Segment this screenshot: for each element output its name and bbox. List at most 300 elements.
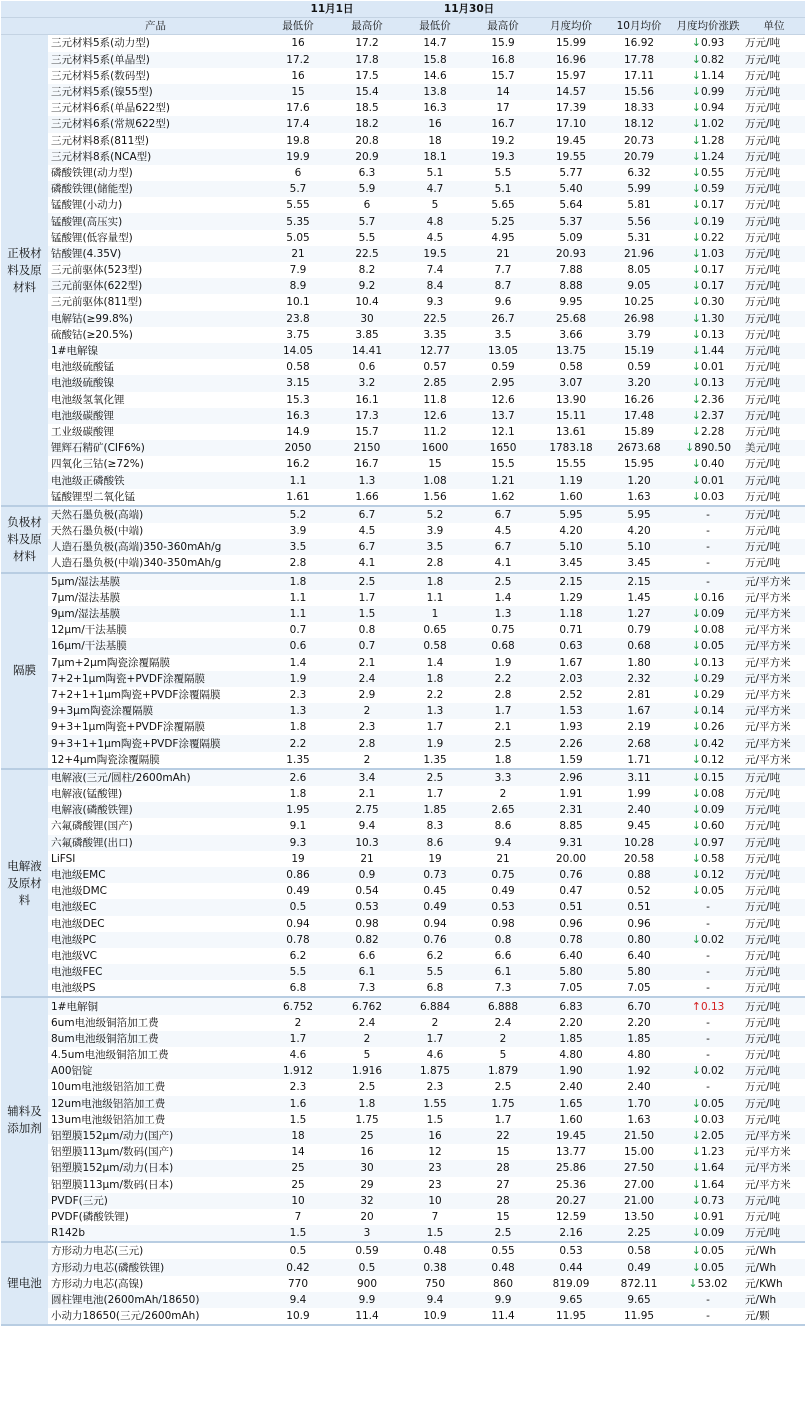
price-high-2: 15 bbox=[496, 1146, 510, 1159]
price-low-2: 8.4 bbox=[401, 278, 469, 294]
price-low-1: 19.9 bbox=[263, 149, 333, 165]
monthly-avg: 9.65 bbox=[537, 1292, 605, 1308]
table-row bbox=[1, 35, 805, 52]
table-row bbox=[1, 802, 805, 818]
price-low-1: 2.3 bbox=[289, 688, 307, 701]
price-low-1: 0.7 bbox=[289, 624, 307, 637]
product-name: 四氧化三钴(≥72%) bbox=[51, 458, 144, 471]
oct-avg: 0.88 bbox=[605, 867, 673, 883]
price-high-1: 5 bbox=[363, 1049, 371, 1062]
product-name: 方形动力电芯(三元) bbox=[51, 1245, 144, 1258]
price-high-2: 19.2 bbox=[491, 134, 515, 147]
price-high-2: 4.95 bbox=[491, 231, 515, 244]
price-high-1: 6.6 bbox=[358, 949, 376, 962]
product-name: 三元前驱体(523型) bbox=[51, 264, 143, 277]
change-value: 1.03 bbox=[700, 247, 725, 260]
monthly-avg: 5.80 bbox=[537, 964, 605, 980]
unit: 万元/吨 bbox=[745, 231, 781, 244]
price-high-1: 0.7 bbox=[333, 638, 401, 654]
unit: 元/平方米 bbox=[743, 1160, 805, 1176]
monthly-avg: 1.91 bbox=[559, 788, 583, 801]
table-row bbox=[1, 1193, 805, 1209]
monthly-change bbox=[673, 655, 743, 671]
arrow-down-icon: ↓ bbox=[691, 623, 701, 637]
price-low-1: 1.5 bbox=[289, 1113, 307, 1126]
oct-avg: 0.80 bbox=[605, 932, 673, 948]
arrow-down-icon: ↓ bbox=[691, 932, 701, 946]
price-high-1: 3.4 bbox=[333, 769, 401, 786]
price-low-2: 1.56 bbox=[401, 489, 469, 506]
price-low-2: 15.8 bbox=[401, 52, 469, 68]
price-low-2: 1.8 bbox=[401, 573, 469, 590]
price-high-1: 16 bbox=[360, 1146, 374, 1159]
monthly-avg: 13.75 bbox=[537, 343, 605, 359]
table-row bbox=[1, 1276, 805, 1292]
price-low-2: 6.8 bbox=[401, 980, 469, 997]
unit: 万元/吨 bbox=[745, 37, 781, 50]
table-row bbox=[1, 606, 805, 622]
unit: 万元/吨 bbox=[743, 1193, 805, 1209]
price-high-1: 2.4 bbox=[333, 671, 401, 687]
monthly-change bbox=[673, 867, 743, 883]
price-high-2: 3.3 bbox=[469, 769, 537, 786]
price-high-1: 3.2 bbox=[333, 375, 401, 391]
arrow-down-icon: ↓ bbox=[691, 1129, 701, 1143]
product-name: 天然石墨负极(中端) bbox=[51, 525, 144, 538]
arrow-down-icon: ↓ bbox=[691, 246, 701, 260]
unit: 万元/吨 bbox=[743, 116, 805, 132]
arrow-down-icon: ↓ bbox=[691, 279, 701, 293]
price-high-2: 16.8 bbox=[469, 52, 537, 68]
price-low-1: 1.8 bbox=[289, 721, 307, 734]
price-high-1: 0.54 bbox=[355, 885, 379, 898]
price-high-1: 1.66 bbox=[333, 489, 401, 506]
table-row bbox=[1, 197, 805, 213]
monthly-change bbox=[673, 1112, 743, 1128]
change-value: 1.23 bbox=[700, 1146, 725, 1159]
price-low-1: 1.1 bbox=[263, 472, 333, 488]
unit: 元/平方米 bbox=[745, 721, 791, 734]
product-name: 铝塑膜152μm/动力(日本) bbox=[48, 1160, 263, 1176]
monthly-avg: 19.55 bbox=[537, 149, 605, 165]
product-name: 三元前驱体(811型) bbox=[51, 296, 143, 309]
oct-avg: 26.98 bbox=[605, 311, 673, 327]
table-row bbox=[1, 246, 805, 262]
product-name: 1#电解镍 bbox=[48, 343, 263, 359]
price-low-1: 0.58 bbox=[286, 361, 310, 374]
unit: 元/平方米 bbox=[743, 638, 805, 654]
table-row bbox=[1, 1177, 805, 1193]
price-low-2: 16 bbox=[401, 116, 469, 132]
monthly-avg: 2.26 bbox=[537, 735, 605, 751]
table-row bbox=[1, 116, 805, 132]
product-name: A00铝锭 bbox=[48, 1063, 263, 1079]
price-low-2: 1.08 bbox=[401, 472, 469, 488]
unit: 万元/吨 bbox=[745, 852, 781, 865]
price-low-2: 9.3 bbox=[426, 296, 444, 309]
monthly-avg: 819.09 bbox=[552, 1277, 590, 1290]
oct-avg: 27.00 bbox=[624, 1178, 655, 1191]
arrow-down-icon: ↓ bbox=[685, 441, 695, 455]
table-row bbox=[1, 1112, 805, 1128]
price-low-1: 2.8 bbox=[263, 555, 333, 572]
price-high-1: 16.7 bbox=[355, 458, 379, 471]
change-value: - bbox=[706, 1081, 710, 1094]
price-low-2: 1.5 bbox=[426, 1113, 444, 1126]
oct-avg: 1.63 bbox=[605, 489, 673, 506]
change-value: 0.17 bbox=[700, 280, 725, 293]
change-value: - bbox=[706, 508, 710, 521]
price-low-2: 23 bbox=[428, 1178, 442, 1191]
table-row bbox=[1, 671, 805, 687]
price-low-1: 18 bbox=[263, 1128, 333, 1144]
change-value: 0.55 bbox=[700, 166, 725, 179]
price-high-2: 2.5 bbox=[469, 735, 537, 751]
arrow-down-icon: ↓ bbox=[691, 1112, 701, 1126]
arrow-down-icon: ↓ bbox=[691, 101, 701, 115]
table-row bbox=[1, 1063, 805, 1079]
oct-avg: 21.96 bbox=[605, 246, 673, 262]
change-value: 0.02 bbox=[700, 1065, 725, 1078]
monthly-change bbox=[673, 262, 743, 278]
monthly-avg: 8.85 bbox=[559, 820, 583, 833]
price-low-1: 10 bbox=[263, 1193, 333, 1209]
price-low-2: 16 bbox=[401, 1128, 469, 1144]
price-low-1: 0.49 bbox=[286, 885, 310, 898]
table-row bbox=[1, 1292, 805, 1308]
price-low-2: 4.5 bbox=[426, 231, 444, 244]
table-row bbox=[1, 408, 805, 424]
oct-avg: 3.11 bbox=[605, 769, 673, 786]
monthly-change bbox=[673, 555, 743, 572]
unit: 元/平方米 bbox=[745, 656, 791, 669]
change-value: 0.08 bbox=[700, 788, 725, 801]
price-low-2: 10 bbox=[401, 1193, 469, 1209]
table-row bbox=[1, 359, 805, 375]
oct-avg: 9.45 bbox=[627, 820, 651, 833]
unit: 元/平方米 bbox=[743, 703, 805, 719]
monthly-change bbox=[673, 278, 743, 294]
change-value: 1.28 bbox=[700, 134, 725, 147]
product-name: 5μm/湿法基膜 bbox=[48, 573, 263, 590]
monthly-change bbox=[673, 802, 743, 818]
header-column-row bbox=[1, 18, 805, 35]
monthly-avg: 7.88 bbox=[559, 264, 583, 277]
table-row bbox=[1, 932, 805, 948]
price-high-1: 16.1 bbox=[355, 393, 379, 406]
change-value: 0.93 bbox=[700, 37, 725, 50]
product-name: 天然石墨负极(高端) bbox=[48, 506, 263, 523]
oct-avg: 21.00 bbox=[605, 1193, 673, 1209]
price-high-1: 8.2 bbox=[358, 264, 376, 277]
price-high-2: 2.5 bbox=[469, 1225, 537, 1242]
monthly-avg: 0.63 bbox=[537, 638, 605, 654]
unit: 万元/吨 bbox=[743, 932, 805, 948]
table-row bbox=[1, 1096, 805, 1112]
unit: 万元/吨 bbox=[745, 788, 781, 801]
table-row bbox=[1, 786, 805, 802]
price-high-2: 9.6 bbox=[494, 296, 512, 309]
price-high-1: 10.3 bbox=[333, 835, 401, 851]
monthly-avg: 3.45 bbox=[537, 555, 605, 572]
price-low-2: 3.35 bbox=[423, 328, 447, 341]
price-low-1: 17.6 bbox=[286, 102, 310, 115]
price-high-2: 26.7 bbox=[469, 311, 537, 327]
change-value: 0.05 bbox=[700, 640, 725, 653]
product-name: 1#电解铜 bbox=[48, 997, 263, 1014]
monthly-change bbox=[673, 408, 743, 424]
price-high-1: 1.916 bbox=[333, 1063, 401, 1079]
oct-avg: 20.58 bbox=[624, 852, 655, 865]
product-name: 电解液(磷酸铁锂) bbox=[48, 802, 263, 818]
monthly-avg: 2.52 bbox=[559, 688, 583, 701]
unit: 万元/吨 bbox=[745, 885, 781, 898]
table-row bbox=[1, 1160, 805, 1176]
oct-avg: 1.71 bbox=[605, 752, 673, 769]
product-name: 三元材料6系(单晶622型) bbox=[51, 102, 170, 115]
table-row bbox=[1, 555, 805, 572]
monthly-avg: 15.97 bbox=[556, 69, 587, 82]
table-row bbox=[1, 506, 805, 523]
price-low-2: 19 bbox=[428, 852, 442, 865]
price-high-1: 1.75 bbox=[355, 1113, 379, 1126]
table-row bbox=[1, 1015, 805, 1031]
monthly-change bbox=[673, 932, 743, 948]
price-high-1: 2 bbox=[333, 752, 401, 769]
unit: 万元/吨 bbox=[743, 489, 805, 506]
price-high-1: 25 bbox=[333, 1128, 401, 1144]
price-low-1: 7.9 bbox=[289, 264, 307, 277]
product-name: 6um电池级铜箔加工费 bbox=[51, 1016, 159, 1029]
price-high-2: 19.3 bbox=[469, 149, 537, 165]
product-name: 8um电池级铜箔加工费 bbox=[48, 1031, 263, 1047]
oct-avg: 15.56 bbox=[605, 84, 673, 100]
arrow-down-icon: ↓ bbox=[691, 1260, 701, 1274]
col-monthly-avg-header: 月度均价 bbox=[537, 18, 605, 35]
price-low-2: 18 bbox=[428, 134, 442, 147]
price-low-2: 1.7 bbox=[426, 788, 444, 801]
product-name: 4.5um电池级铜箔加工费 bbox=[51, 1049, 169, 1062]
change-value: 0.08 bbox=[700, 624, 725, 637]
product-name: 12μm/干法基膜 bbox=[51, 624, 127, 637]
table-row bbox=[1, 835, 805, 851]
arrow-down-icon: ↓ bbox=[691, 687, 701, 701]
unit: 万元/吨 bbox=[745, 1113, 781, 1126]
price-high-2: 1.3 bbox=[469, 606, 537, 622]
price-low-2: 16.3 bbox=[423, 102, 447, 115]
unit: 万元/吨 bbox=[743, 278, 805, 294]
monthly-avg: 0.51 bbox=[537, 899, 605, 915]
price-high-1: 2.75 bbox=[333, 802, 401, 818]
price-low-2: 12.77 bbox=[401, 343, 469, 359]
product-name: 电池级DEC bbox=[51, 917, 105, 930]
monthly-avg: 1.53 bbox=[537, 703, 605, 719]
oct-avg: 27.50 bbox=[605, 1160, 673, 1176]
change-value: 2.05 bbox=[700, 1130, 725, 1143]
price-high-2: 1650 bbox=[469, 440, 537, 456]
price-high-2: 1.7 bbox=[469, 703, 537, 719]
unit: 元/平方米 bbox=[745, 591, 791, 604]
table-row bbox=[1, 278, 805, 294]
change-value: - bbox=[706, 901, 710, 914]
monthly-change bbox=[673, 769, 743, 786]
oct-avg: 7.05 bbox=[605, 980, 673, 997]
oct-avg: 17.78 bbox=[605, 52, 673, 68]
change-value: 0.12 bbox=[700, 753, 725, 766]
change-value: 1.64 bbox=[700, 1178, 725, 1191]
price-low-2: 14.6 bbox=[423, 69, 447, 82]
price-high-1: 0.8 bbox=[358, 624, 376, 637]
monthly-change bbox=[673, 359, 743, 375]
change-value: 0.60 bbox=[700, 820, 725, 833]
monthly-avg: 1.59 bbox=[537, 752, 605, 769]
monthly-change bbox=[673, 1225, 743, 1242]
oct-avg: 9.05 bbox=[605, 278, 673, 294]
price-low-1: 3.75 bbox=[286, 328, 310, 341]
monthly-avg: 1.18 bbox=[537, 606, 605, 622]
price-low-2: 2.2 bbox=[426, 688, 444, 701]
monthly-change bbox=[673, 671, 743, 687]
arrow-down-icon: ↓ bbox=[691, 457, 701, 471]
price-low-2: 1.55 bbox=[401, 1096, 469, 1112]
change-value: 0.01 bbox=[700, 361, 725, 374]
price-low-1: 0.78 bbox=[263, 932, 333, 948]
price-high-2: 28 bbox=[469, 1160, 537, 1176]
change-value: 0.14 bbox=[700, 705, 725, 718]
oct-avg: 6.32 bbox=[627, 166, 651, 179]
monthly-avg: 11.95 bbox=[537, 1308, 605, 1325]
oct-avg: 5.95 bbox=[605, 506, 673, 523]
monthly-change bbox=[673, 472, 743, 488]
price-low-2: 1.7 bbox=[426, 721, 444, 734]
price-low-2: 1.4 bbox=[426, 656, 444, 669]
product-name: 三元材料8系(NCA型) bbox=[48, 149, 263, 165]
price-high-1: 17.2 bbox=[355, 37, 379, 50]
monthly-change bbox=[673, 818, 743, 834]
change-value: - bbox=[706, 1049, 710, 1062]
category-label: 锂电池 bbox=[1, 1242, 48, 1325]
price-low-1: 1.9 bbox=[263, 671, 333, 687]
table-row bbox=[1, 1308, 805, 1325]
unit: 万元/吨 bbox=[743, 375, 805, 391]
price-low-1: 6 bbox=[294, 166, 302, 179]
oct-avg: 2.81 bbox=[627, 688, 651, 701]
price-low-2: 6.884 bbox=[401, 997, 469, 1014]
change-value: - bbox=[706, 1310, 710, 1323]
price-high-2: 5 bbox=[499, 1049, 507, 1062]
oct-avg: 5.56 bbox=[605, 213, 673, 229]
price-low-1: 6.8 bbox=[263, 980, 333, 997]
price-high-2: 15.9 bbox=[491, 37, 515, 50]
unit: 元/平方米 bbox=[743, 1128, 805, 1144]
monthly-change bbox=[673, 1015, 743, 1031]
oct-avg: 3.45 bbox=[605, 555, 673, 572]
oct-avg: 1.92 bbox=[605, 1063, 673, 1079]
oct-avg: 0.96 bbox=[627, 917, 651, 930]
change-value: 890.50 bbox=[694, 442, 732, 455]
oct-avg: 5.99 bbox=[605, 181, 673, 197]
price-low-1: 10.1 bbox=[286, 296, 310, 309]
price-high-2: 15.7 bbox=[491, 69, 515, 82]
price-low-2: 0.49 bbox=[401, 899, 469, 915]
change-value: 0.19 bbox=[700, 215, 725, 228]
price-low-1: 770 bbox=[287, 1277, 309, 1290]
price-high-2: 2.1 bbox=[494, 721, 512, 734]
col-low-1-header: 最低价 bbox=[263, 18, 333, 35]
price-high-2: 0.75 bbox=[469, 867, 537, 883]
oct-avg: 15.00 bbox=[624, 1146, 655, 1159]
price-high-2: 12.1 bbox=[491, 425, 515, 438]
unit: 万元/吨 bbox=[743, 997, 805, 1014]
price-low-1: 2050 bbox=[263, 440, 333, 456]
price-low-2: 3.5 bbox=[401, 539, 469, 555]
oct-avg: 0.79 bbox=[627, 624, 651, 637]
price-high-2: 6.7 bbox=[469, 506, 537, 523]
price-low-2: 1.875 bbox=[401, 1063, 469, 1079]
monthly-avg: 2.15 bbox=[537, 573, 605, 590]
product-name: 人造石墨负极(高端)350-360mAh/g bbox=[48, 539, 263, 555]
price-low-2: 13.8 bbox=[401, 84, 469, 100]
arrow-down-icon: ↓ bbox=[691, 165, 701, 179]
table-row bbox=[1, 133, 805, 149]
monthly-change bbox=[673, 835, 743, 851]
arrow-down-icon: ↓ bbox=[691, 214, 701, 228]
table-row bbox=[1, 735, 805, 751]
price-low-1: 7 bbox=[294, 1210, 302, 1223]
price-low-2: 1.1 bbox=[426, 591, 444, 604]
monthly-change bbox=[673, 165, 743, 181]
price-low-1: 0.94 bbox=[286, 917, 310, 930]
price-high-2: 1.7 bbox=[494, 1113, 512, 1126]
price-high-1: 21 bbox=[360, 852, 374, 865]
product-name: 锰酸锂型二氧化锰 bbox=[48, 489, 263, 506]
product-name: 12+4μm陶瓷涂覆隔膜 bbox=[48, 752, 263, 769]
table-row bbox=[1, 1128, 805, 1144]
product-name: 10um电池级铝箔加工费 bbox=[51, 1081, 166, 1094]
unit: 万元/吨 bbox=[743, 1063, 805, 1079]
arrow-down-icon: ↓ bbox=[691, 392, 701, 406]
unit: 万元/吨 bbox=[745, 199, 781, 212]
monthly-change bbox=[673, 980, 743, 997]
price-high-1: 3 bbox=[333, 1225, 401, 1242]
table-row bbox=[1, 165, 805, 181]
change-value: 0.29 bbox=[700, 688, 725, 701]
price-low-2: 0.38 bbox=[401, 1259, 469, 1275]
price-high-2: 7.3 bbox=[469, 980, 537, 997]
price-high-2: 4.5 bbox=[494, 525, 512, 538]
price-high-2: 8.7 bbox=[469, 278, 537, 294]
change-value: 0.01 bbox=[700, 474, 725, 487]
change-value: 0.42 bbox=[700, 737, 725, 750]
price-high-2: 8.6 bbox=[494, 820, 512, 833]
oct-avg: 15.95 bbox=[624, 458, 655, 471]
unit: 万元/吨 bbox=[745, 264, 781, 277]
price-low-2: 5.2 bbox=[401, 506, 469, 523]
price-high-2: 21 bbox=[496, 852, 510, 865]
oct-avg: 1.20 bbox=[605, 472, 673, 488]
monthly-avg: 1.60 bbox=[559, 1113, 583, 1126]
price-high-1: 9.9 bbox=[333, 1292, 401, 1308]
table-row bbox=[1, 1079, 805, 1095]
product-name: 圆柱锂电池(2600mAh/18650) bbox=[48, 1292, 263, 1308]
table-row bbox=[1, 327, 805, 343]
monthly-change bbox=[673, 392, 743, 408]
price-high-1: 900 bbox=[356, 1277, 378, 1290]
oct-avg: 18.33 bbox=[624, 102, 655, 115]
table-row bbox=[1, 719, 805, 735]
category-label: 辅料及添加剂 bbox=[1, 997, 48, 1242]
arrow-down-icon: ↓ bbox=[691, 868, 701, 882]
